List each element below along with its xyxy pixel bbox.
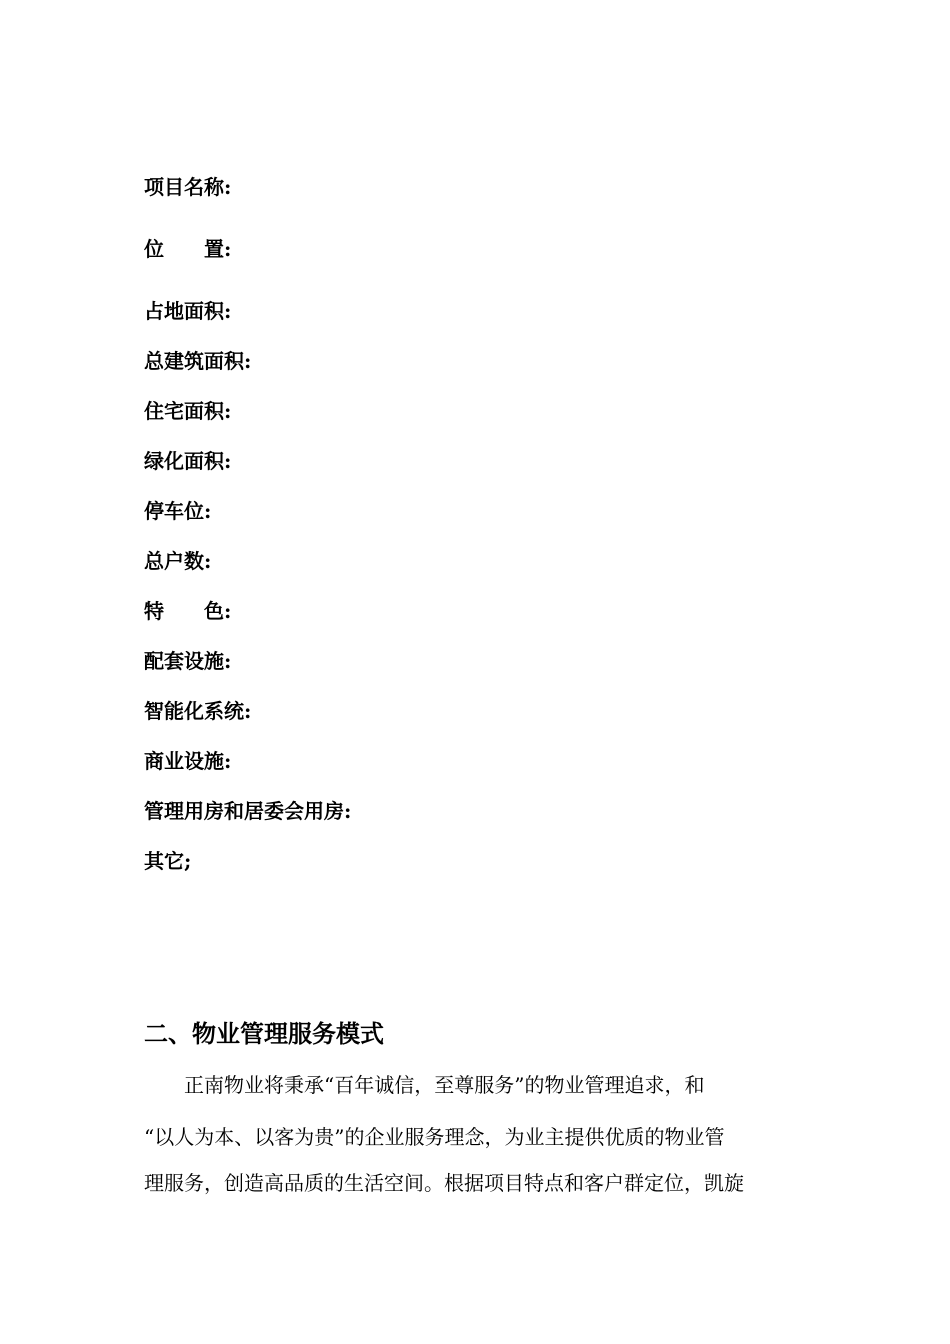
field-management-rooms: 管理用房和居委会用房: xyxy=(144,799,352,823)
field-household-count: 总户数: xyxy=(144,549,212,573)
field-total-floor-area: 总建筑面积: xyxy=(144,349,252,373)
field-smart-systems: 智能化系统: xyxy=(144,699,252,723)
field-land-area: 占地面积: xyxy=(144,299,232,323)
paragraph-line-3: 理服务，创造高品质的生活空间。根据项目特点和客户群定位，凯旋 xyxy=(144,1171,744,1195)
field-project-name: 项目名称: xyxy=(144,175,232,199)
field-residential-area: 住宅面积: xyxy=(144,399,232,423)
field-parking-spaces: 停车位: xyxy=(144,499,212,523)
field-features: 特 色: xyxy=(144,599,232,623)
field-other: 其它; xyxy=(144,849,192,873)
field-green-area: 绿化面积: xyxy=(144,449,232,473)
paragraph-line-2: “以人为本、以客为贵”的企业服务理念，为业主提供优质的物业管 xyxy=(144,1125,725,1149)
paragraph-line-1: 正南物业将秉承“百年诚信，至尊服务”的物业管理追求，和 xyxy=(144,1073,705,1097)
field-commercial-facilities: 商业设施: xyxy=(144,749,232,773)
field-supporting-facilities: 配套设施: xyxy=(144,649,232,673)
section-heading: 二、物业管理服务模式 xyxy=(144,1019,384,1048)
field-location: 位 置: xyxy=(144,237,232,261)
